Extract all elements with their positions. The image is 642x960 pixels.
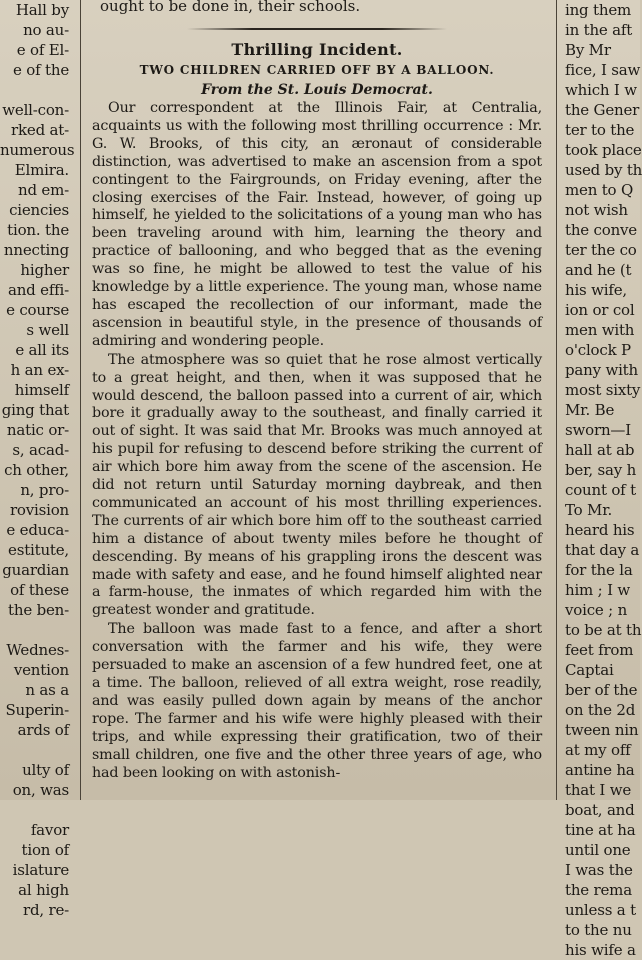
column-text-line (0, 80, 72, 100)
column-text-line: the ben- (8, 601, 69, 619)
right-column (562, 0, 642, 959)
column-text-line: higher (20, 261, 69, 279)
column-text-line: the conve (565, 221, 637, 239)
column-text-line: ion or col (565, 301, 635, 319)
column-text-line: ter the co (565, 241, 637, 259)
column-text-line: and effi- (7, 281, 69, 299)
column-text-line: ards of (17, 721, 69, 739)
column-text-line: heard his (565, 521, 635, 539)
column-text-line: By Mr (565, 41, 611, 59)
column-text-line: tion. the (7, 221, 69, 239)
column-text-line: in the aft (565, 21, 633, 39)
column-text-line: ber, say h (565, 461, 637, 479)
column-text-line: h an ex- (10, 361, 69, 379)
column-text-line: to the nu (565, 921, 632, 939)
column-text-line: boat, and (565, 801, 635, 819)
column-text-line: well-con- (2, 101, 69, 119)
column-text-line: tion of (21, 841, 69, 859)
column-text-line: favor (30, 821, 69, 839)
column-text-line: o'clock P (565, 341, 631, 359)
column-text-line (0, 740, 72, 760)
article-paragraph: The balloon was made fast to a fence, and after a short conversation with the farmer and his wife, they were persuaded to make an ascension of a few hundred feet, one at a time. The balloon, relieved of all extra weight, rose readily, and was easily pulled down again by means of the anchor rope. The farmer and his wife were highly pleased with their trips, and while expressing their gratification, two of their small children, one five and the other three years of age, who had been looking on with astonish- (92, 621, 542, 781)
column-text-line: to be at th (565, 621, 642, 639)
column-text-line: rked at- (11, 121, 69, 139)
column-text-line: e course (6, 301, 69, 319)
column-rule-left (80, 0, 81, 800)
column-text-line: of these (10, 581, 69, 599)
column-text-line: for the la (565, 561, 633, 579)
column-text-line: islature (12, 861, 69, 879)
article-source: From the St. Louis Democrat. (201, 82, 433, 98)
column-text-line: himself (14, 381, 69, 399)
article-paragraph: The atmosphere was so quiet that he rose almost vertically to a great height, and then, when it was supposed that he would descend, the balloon passed into a current of air, which bore it gradually away to the southeast, and finally carried it out of sight. It was said that Mr. Brooks was much annoyed at his pupil for refusing to descend before striking the current of air which bore him away from the scene of the ascension. He did not return until Saturday morning daybreak, and then communicated an account of his most thrilling experiences. The currents of air which bore him off to the southeast carried him a distance of about twenty miles before he thought of descending. By means of his grappling irons the descent was made with safety and ease, and he found himself alighted near a farm-house, the inmates of which regarded him with the greatest wonder and gratitude. (92, 351, 542, 619)
column-text-line: men to Q (565, 181, 634, 199)
ornamental-divider (187, 26, 447, 32)
column-text-line: on, was (12, 781, 69, 799)
column-text-line: rd, re- (22, 901, 69, 919)
column-text-line: natic or- (6, 421, 69, 439)
column-text-line: I was the (565, 861, 633, 879)
column-text-line: him ; I w (565, 581, 631, 599)
column-text-line: that I we (565, 781, 632, 799)
previous-article-tail: ought to be done in, their schools. (100, 0, 361, 15)
column-text-line: unless a t (565, 901, 636, 919)
column-text-line: numerous (0, 141, 75, 159)
column-text-line: e educa- (6, 521, 69, 539)
column-text-line: nd em- (18, 181, 69, 199)
column-rule-right (556, 0, 557, 800)
column-text-line: estitute, (8, 541, 69, 559)
column-text-line: count of t (565, 481, 636, 499)
column-text-line: s, acad- (12, 441, 69, 459)
column-text-line: voice ; n (565, 601, 628, 619)
column-text-line: not wish (565, 201, 628, 219)
column-text-line: al high (18, 881, 69, 899)
column-text-line: n, pro- (20, 481, 69, 499)
column-text-line: To Mr. (565, 501, 613, 519)
column-text-line: took place (565, 141, 642, 159)
column-text-line: ciencies (9, 201, 69, 219)
column-text-line: that day a (565, 541, 640, 559)
column-text-line: fice, I saw (565, 61, 641, 79)
column-text-line (0, 620, 72, 640)
column-text-line: e all its (15, 341, 69, 359)
column-text-line: most sixty (565, 381, 641, 399)
column-text-line: the Gener (565, 101, 640, 119)
column-text-line: feet from (565, 641, 634, 659)
column-text-line: Captai (565, 661, 614, 679)
column-text-line: used by th (565, 161, 642, 179)
column-text-line: nnecting (3, 241, 69, 259)
column-text-line: no au- (23, 21, 69, 39)
column-text-line: tine at ha (565, 821, 636, 839)
column-text-line: until one (565, 841, 631, 859)
column-text-line: hall at ab (565, 441, 635, 459)
column-text-line: at my off (565, 741, 631, 759)
article-column (92, 0, 542, 800)
column-text-line: n as a (25, 681, 69, 699)
left-column (0, 0, 75, 919)
column-text-line: sworn—I (565, 421, 631, 439)
column-text-line: ter to the (565, 121, 635, 139)
column-text-line (0, 800, 72, 820)
column-text-line: vention (13, 661, 69, 679)
column-text-line: ber of the (565, 681, 638, 699)
column-text-line: s well (26, 321, 69, 339)
article-subheadline: TWO CHILDREN CARRIED OFF BY A BALLOON. (139, 63, 495, 77)
column-text-line: Hall by (15, 1, 69, 19)
column-text-line: tween nin (565, 721, 639, 739)
column-text-line: on the 2d (565, 701, 636, 719)
column-text-line: e of the (13, 61, 69, 79)
column-text-line: his wife, (565, 281, 627, 299)
column-text-line: and he (t (565, 261, 632, 279)
column-text-line: his wife a (565, 941, 636, 959)
article-paragraph: Our correspondent at the Illinois Fair, at Centralia, acquaints us with the following most thrilling occurrence : Mr. G. W. Brooks, of this city, an æronaut of considerable distinction, was advertised to make an ascension from a spot contingent to the Fairgrounds, on Friday evening, after the closing exercises of the Fair. Instead, however, of going up himself, he yielded to the solicitations of a young man who has been traveling around with him, learning the theory and practice of ballooning, and who begged that as the evening was so fine, he might be allowed to test the value of his knowledge by a little experience. The young man, whose name has escaped the recollection of our informant, made the ascension in beautiful style, in the presence of thousands of admiring and wondering people. (92, 100, 542, 349)
column-text-line: pany with (565, 361, 638, 379)
column-text-line: ulty of (22, 761, 69, 779)
article-headline: Thrilling Incident. (231, 40, 403, 59)
column-text-line: rovision (9, 501, 69, 519)
column-text-line: guardian (2, 561, 69, 579)
column-text-line: e of El- (16, 41, 69, 59)
column-text-line: ch other, (4, 461, 69, 479)
column-text-line: the rema (565, 881, 632, 899)
column-text-line: Elmira. (14, 161, 69, 179)
column-text-line: Mr. Be (565, 401, 615, 419)
column-text-line: ing them (565, 1, 632, 19)
column-text-line: antine ha (565, 761, 635, 779)
column-text-line: ging that (1, 401, 69, 419)
column-text-line: Wednes- (6, 641, 69, 659)
column-text-line: Superin- (5, 701, 69, 719)
column-text-line: which I w (565, 81, 637, 99)
column-text-line: men with (565, 321, 635, 339)
